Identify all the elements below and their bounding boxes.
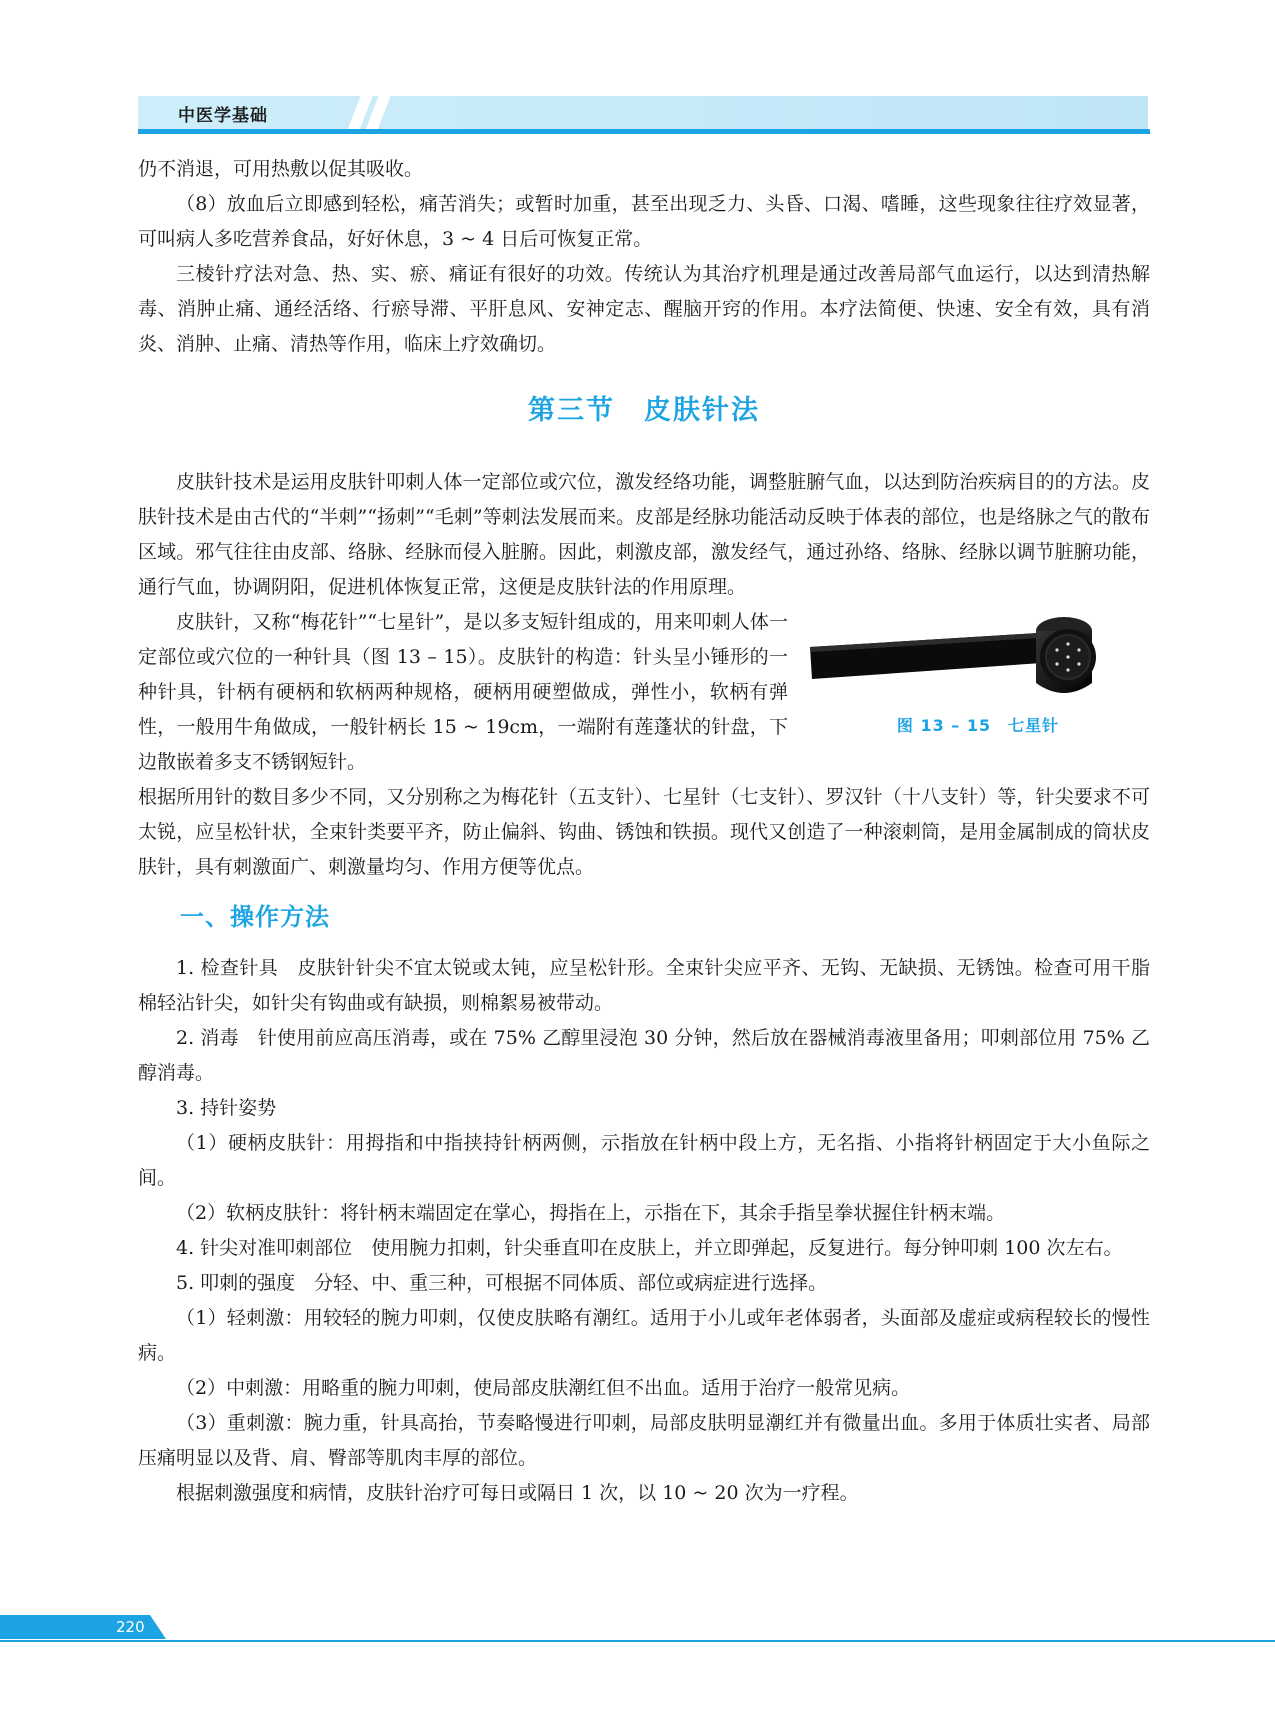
- paragraph: （8）放血后立即感到轻松，痛苦消失；或暂时加重，甚至出现乏力、头昏、口渴、嗜睡，这些现象往往疗效显著，可叫病人多吃营养食品，好好休息，3 ~ 4 日后可恢复正常。: [138, 193, 1150, 250]
- list-item: 1. 检查针具 皮肤针针尖不宜太锐或太钝，应呈松针形。全束针尖应平齐、无钩、无缺损、无锈蚀。检查可用干脂棉轻沾针尖，如针尖有钩曲或有缺损，则棉絮易被带动。: [138, 957, 1150, 1014]
- list-item: 3. 持针姿势: [176, 1097, 277, 1119]
- page-content: [138, 152, 1150, 1511]
- paragraph: 皮肤针，又称“梅花针”“七星针”，是以多支短针组成的，用来叩刺人体一定部位或穴位的一种针具（图 13 – 15）。皮肤针的构造：针头呈小锤形的一种针具，针柄有硬柄和软柄两种规格，硬柄用硬塑做成，弹性小，软柄有弹性，一般用牛角做成，一般针柄长 15 ~ 19cm，一端附有莲蓬状的针盘，下边散嵌着多支不锈钢短针。: [138, 611, 788, 773]
- paragraph: 仍不消退，可用热敷以促其吸收。: [138, 158, 424, 180]
- paragraph: 根据所用针的数目多少不同，又分别称之为梅花针（五支针）、七星针（七支针）、罗汉针（十八支针）等，针尖要求不可太锐，应呈松针状，全束针类要平齐，防止偏斜、钩曲、锈蚀和铁损。现代又创造了一种滚刺筒，是用金属制成的筒状皮肤针，具有刺激面广、刺激量均匀、作用方便等优点。: [138, 786, 1150, 878]
- list-item: 4. 针尖对准叩刺部位 使用腕力扣刺，针尖垂直叩在皮肤上，并立即弹起，反复进行。每分钟叩刺 100 次左右。: [176, 1237, 1123, 1259]
- list-item: （1）硬柄皮肤针：用拇指和中指挟持针柄两侧，示指放在针柄中段上方，无名指、小指将针柄固定于大小鱼际之间。: [138, 1132, 1150, 1189]
- list-item: 5. 叩刺的强度 分轻、中、重三种，可根据不同体质、部位或病症进行选择。: [176, 1272, 828, 1294]
- footer-rule: [0, 1640, 1275, 1642]
- list-item: （1）轻刺激：用较轻的腕力叩刺，仅使皮肤略有潮红。适用于小儿或年老体弱者，头面部及虚症或病程较长的慢性病。: [138, 1307, 1150, 1364]
- list-item: （2）软柄皮肤针：将针柄末端固定在掌心，拇指在上，示指在下，其余手指呈拳状握住针柄末端。: [176, 1202, 1006, 1224]
- seven-star-needle-illustration: [806, 605, 1150, 705]
- paragraph: 三棱针疗法对急、热、实、瘀、痛证有很好的功效。传统认为其治疗机理是通过改善局部气血运行，以达到清热解毒、消肿止痛、通经活络、行瘀导滞、平肝息风、安神定志、醒脑开窍的作用。本疗法简便、快速、安全有效，具有消炎、消肿、止痛、清热等作用，临床上疗效确切。: [138, 263, 1150, 355]
- header-rule: [138, 129, 1150, 134]
- list-item: 根据刺激强度和病情，皮肤针治疗可每日或隔日 1 次，以 10 ~ 20 次为一疗程。: [176, 1482, 859, 1504]
- figure-caption: 图 13 – 15 七星针: [896, 716, 1060, 735]
- header-stripes: [335, 95, 395, 131]
- figure-seven-star-needle: [806, 605, 1150, 745]
- list-item: （2）中刺激：用略重的腕力叩刺，使局部皮肤潮红但不出血。适用于治疗一般常见病。: [176, 1377, 911, 1399]
- running-header-title: 中医学基础: [178, 106, 268, 126]
- header-band: [138, 96, 1148, 132]
- paragraph: 皮肤针技术是运用皮肤针叩刺人体一定部位或穴位，激发经络功能，调整脏腑气血，以达到防治疾病目的的方法。皮肤针技术是由古代的“半刺”“扬刺”“毛刺”等刺法发展而来。皮部是经脉功能活动反映于体表的部位，也是络脉之气的散布区域。邪气往往由皮部、络脉、经脉而侵入脏腑。因此，刺激皮部，激发经气，通过孙络、络脉、经脉以调节脏腑功能，通行气血，协调阴阳，促进机体恢复正常，这便是皮肤针法的作用原理。: [138, 471, 1150, 598]
- list-item: 2. 消毒 针使用前应高压消毒，或在 75% 乙醇里浸泡 30 分钟，然后放在器械消毒液里备用；叩刺部位用 75% 乙醇消毒。: [138, 1027, 1150, 1084]
- section-title: 第三节 皮肤针法: [528, 395, 760, 426]
- subsection-title: 一、操作方法: [180, 903, 330, 931]
- page-number: 220: [116, 1618, 145, 1636]
- list-item: （3）重刺激：腕力重，针具高抬，节奏略慢进行叩刺，局部皮肤明显潮红并有微量出血。多用于体质壮实者、局部压痛明显以及背、肩、臀部等肌肉丰厚的部位。: [138, 1412, 1150, 1469]
- figure-block: [138, 605, 1150, 780]
